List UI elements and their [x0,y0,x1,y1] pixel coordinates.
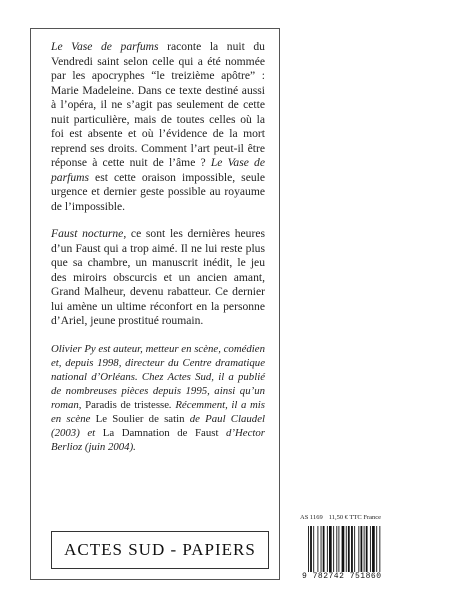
publisher-logo: ACTES SUD - PAPIERS [64,540,256,559]
barcode-bar [317,526,318,572]
barcode-bar [366,526,368,572]
barcode-digits: 9 782742 751860 [302,572,422,582]
barcode-bar [348,526,350,572]
blurb-vase-text-end: est cette oraison impossible, seule urgence et dernier geste possible au royaume de l’impossible. [51,170,265,213]
catalog-code: AS 1169 [300,514,323,521]
bio-text-2: . Récemment, il a mis en scène [51,398,265,425]
barcode-bar [354,526,355,572]
bio-text-4: d’Hector Berlioz (juin 2004). [51,426,265,453]
barcode-bar [370,526,371,572]
barcode-bar [310,526,312,572]
barcode-bar [376,526,377,572]
barcode-bar [358,526,359,572]
bio-title-paradis: Paradis de tristesse [85,398,170,411]
barcode-bar [364,526,365,572]
blurb-vase-text: raconte la nuit du Vendredi saint selon celle qui a été nommée par les apocryphes “le treizième apôtre” : Marie Madeleine. Dans ce texte destiné aussi à l’opéra, il ne s’agit pas seulement de cette nuit particulière, mais de toutes celles où la foi est absente et où l’évidence de la mort reprend ses droits. Comment l’art peut-il être réponse à cette nuit de l’âme ? [51,40,265,169]
barcode-bar [308,526,309,572]
barcode-bar [321,526,322,572]
author-bio [51,342,265,454]
blurb-paragraph-faust [51,227,265,329]
barcode-bar [351,526,353,572]
barcode-bar [336,526,337,572]
title-vase-2: Le Vase de parfums [51,156,265,184]
bio-title-soulier: Le Soulier de satin [95,412,185,425]
blurb-faust-text: , ce sont les dernières heures d’un Faust qui a trop aimé. Il ne lui reste plus que sa chambre, un manuscrit inédit, le jeu des miroirs obscurcis et un ancien amant, Grand Malheur, devenu rabatteur. Ce dernier lui amène un ultime réconfort en la personne d’Ariel, jeune prostitué roumain. [51,227,265,327]
barcode-bar [361,526,363,572]
bio-text-3: de Paul Claudel (2003) et [51,412,265,439]
barcode-bar [338,526,339,572]
barcode-bar [342,526,345,572]
bio-title-damnation: La Damnation de Faust [102,426,219,439]
blurb-text [51,40,265,467]
publisher-logo-box [51,531,269,569]
price-line [300,514,387,521]
barcode-bar [379,526,380,572]
barcode-bar [313,526,314,572]
blurb-paragraph-vase [51,40,265,214]
barcode-bar [372,526,375,572]
barcode-bar [346,526,347,572]
barcode-bar [329,526,332,572]
barcode-bar [323,526,325,572]
barcode [302,526,422,582]
barcode-bar [327,526,328,572]
bio-text-1: Olivier Py est auteur, metteur en scène, comédien et, depuis 1998, directeur du Centre dramatique national d’Orléans. Chez Actes Sud, il a publié de nombreuses pièces depuis 1995, ainsi qu’un roman, [51,342,265,411]
title-vase: Le Vase de parfums [51,40,159,53]
barcode-bar [333,526,334,572]
title-faust: Faust nocturne [51,227,124,240]
price-amount: 11,50 € TTC France [328,514,382,521]
